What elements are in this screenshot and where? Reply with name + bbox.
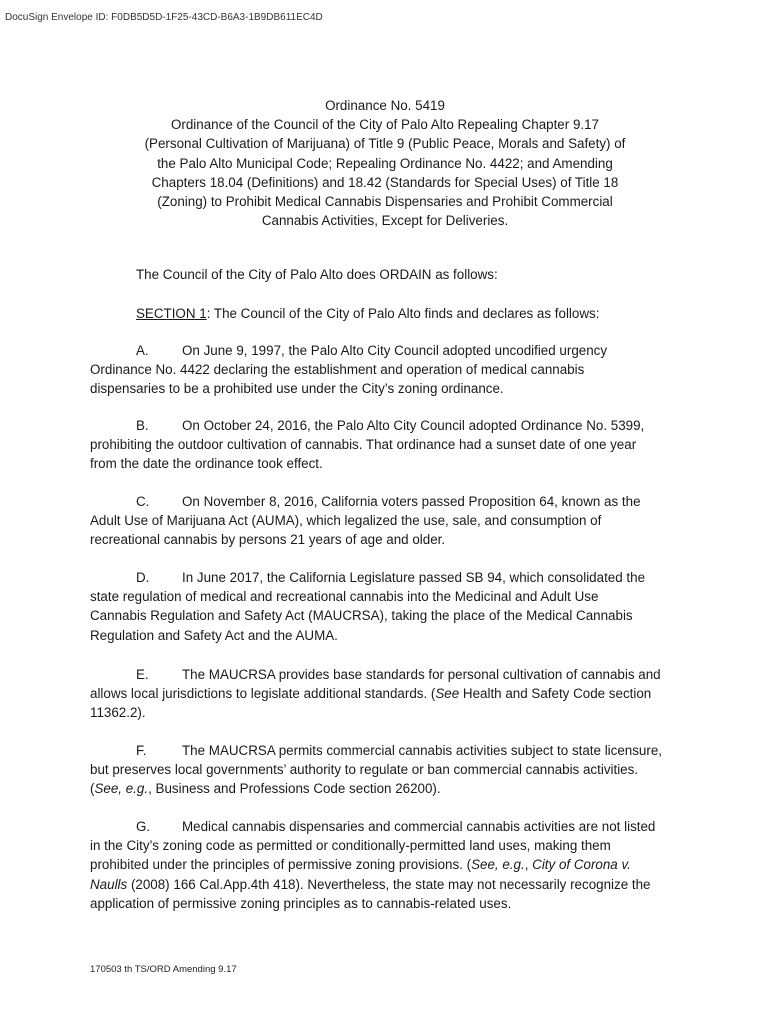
paragraph-a xyxy=(90,341,690,399)
paragraph-line: state regulation of medical and recreational cannabis into the Medicinal and Adult Use xyxy=(90,589,599,605)
paragraph-line: Naulls (2008) 166 Cal.App.4th 418). Nevertheless, the state may not necessarily recognize the xyxy=(90,876,651,892)
paragraph-line: In June 2017, the California Legislature passed SB 94, which consolidated the xyxy=(182,570,646,585)
paragraph-line: allows local jurisdictions to legislate additional standards. (See Health and Safety Code section xyxy=(90,686,652,702)
paragraph-letter: D. xyxy=(136,570,150,585)
paragraph-line: On November 8, 2016, California voters passed Proposition 64, known as the xyxy=(182,494,641,509)
paragraph-line: from the date the ordinance took effect. xyxy=(90,456,323,472)
paragraph-g xyxy=(90,817,690,913)
paragraph-f xyxy=(90,741,690,799)
ordinance-title xyxy=(90,96,680,230)
envelope-id: DocuSign Envelope ID: F0DB5D5D-1F25-43CD-B6A3-1B9DB611EC4D xyxy=(5,12,323,23)
paragraph-line: dispensaries to be a prohibited use under the City’s zoning ordinance. xyxy=(90,381,504,397)
paragraph-line: The MAUCRSA permits commercial cannabis activities subject to state licensure, xyxy=(182,743,663,758)
paragraph-letter: G. xyxy=(136,819,151,834)
case-name: City of Corona v. xyxy=(532,857,631,873)
paragraph-letter: F. xyxy=(136,743,147,758)
paragraph-line: Ordinance No. 4422 declaring the establishment and operation of medical cannabis xyxy=(90,362,585,378)
title-line: Chapters 18.04 (Definitions) and 18.42 (Standards for Special Uses) of Title 18 xyxy=(151,174,619,190)
intro-text: The Council of the City of Palo Alto does ORDAIN as follows: xyxy=(136,267,498,282)
paragraph-line: Adult Use of Marijuana Act (AUMA), which legalized the use, sale, and consumption of xyxy=(90,513,602,529)
section-1-text: : The Council of the City of Palo Alto finds and declares as follows: xyxy=(206,306,600,321)
citation-signal: See, e.g. xyxy=(471,857,525,873)
section-1-heading xyxy=(136,304,736,323)
paragraph-line: but preserves local governments’ authority to regulate or ban commercial cannabis activities. xyxy=(90,762,639,778)
paragraph-line: Medical cannabis dispensaries and commercial cannabis activities are not listed xyxy=(182,819,656,834)
paragraph-letter: A. xyxy=(136,343,149,358)
paragraph-line: On October 24, 2016, the Palo Alto City Council adopted Ordinance No. 5399, xyxy=(182,418,645,433)
paragraph-line: (See, e.g., Business and Professions Code section 26200). xyxy=(90,781,441,797)
citation-signal: See, e.g. xyxy=(94,781,149,797)
citation-signal: See xyxy=(435,686,460,702)
paragraph-line: Cannabis Regulation and Safety Act (MAUCRSA), taking the place of the Medical Cannabis xyxy=(90,608,633,624)
paragraph-letter: C. xyxy=(136,494,150,509)
paragraph-d xyxy=(90,568,690,645)
paragraph-c xyxy=(90,492,690,550)
paragraph-line: On June 9, 1997, the Palo Alto City Council adopted uncodified urgency xyxy=(182,343,608,358)
title-line: (Zoning) to Prohibit Medical Cannabis Dispensaries and Prohibit Commercial xyxy=(157,194,613,210)
paragraph-b xyxy=(90,416,690,474)
footer-reference: 170503 th TS/ORD Amending 9.17 xyxy=(90,964,237,975)
paragraph-line: Regulation and Safety Act and the AUMA. xyxy=(90,627,338,643)
paragraph-line: application of permissive zoning principles as to cannabis-related uses. xyxy=(90,895,512,911)
paragraph-line: prohibiting the outdoor cultivation of cannabis. That ordinance had a sunset date of one year xyxy=(90,437,637,453)
paragraph-line: recreational cannabis by persons 21 years of age and older. xyxy=(90,532,446,548)
paragraph-line: 11362.2). xyxy=(90,705,146,721)
paragraph-line: prohibited under the principles of permissive zoning provisions. (See, e.g., City of Corona v. xyxy=(90,857,631,873)
paragraph-e xyxy=(90,665,690,723)
title-line: Ordinance of the Council of the City of Palo Alto Repealing Chapter 9.17 xyxy=(170,117,600,133)
title-line: the Palo Alto Municipal Code; Repealing Ordinance No. 4422; and Amending xyxy=(157,155,613,171)
paragraph-letter: E. xyxy=(136,667,149,682)
paragraph-line: in the City’s zoning code as permitted or conditionally-permitted land uses, making them xyxy=(90,838,611,854)
title-line: Cannabis Activities, Except for Deliveries. xyxy=(261,213,509,229)
ordinance-number: Ordinance No. 5419 xyxy=(325,98,445,113)
paragraph-line: The MAUCRSA provides base standards for personal cultivation of cannabis and xyxy=(182,667,661,682)
title-line: (Personal Cultivation of Marijuana) of Title 9 (Public Peace, Morals and Safety) of xyxy=(144,136,626,152)
case-name: Naulls xyxy=(90,876,128,892)
section-1-label: SECTION 1 xyxy=(136,306,207,321)
paragraph-letter: B. xyxy=(136,418,149,433)
